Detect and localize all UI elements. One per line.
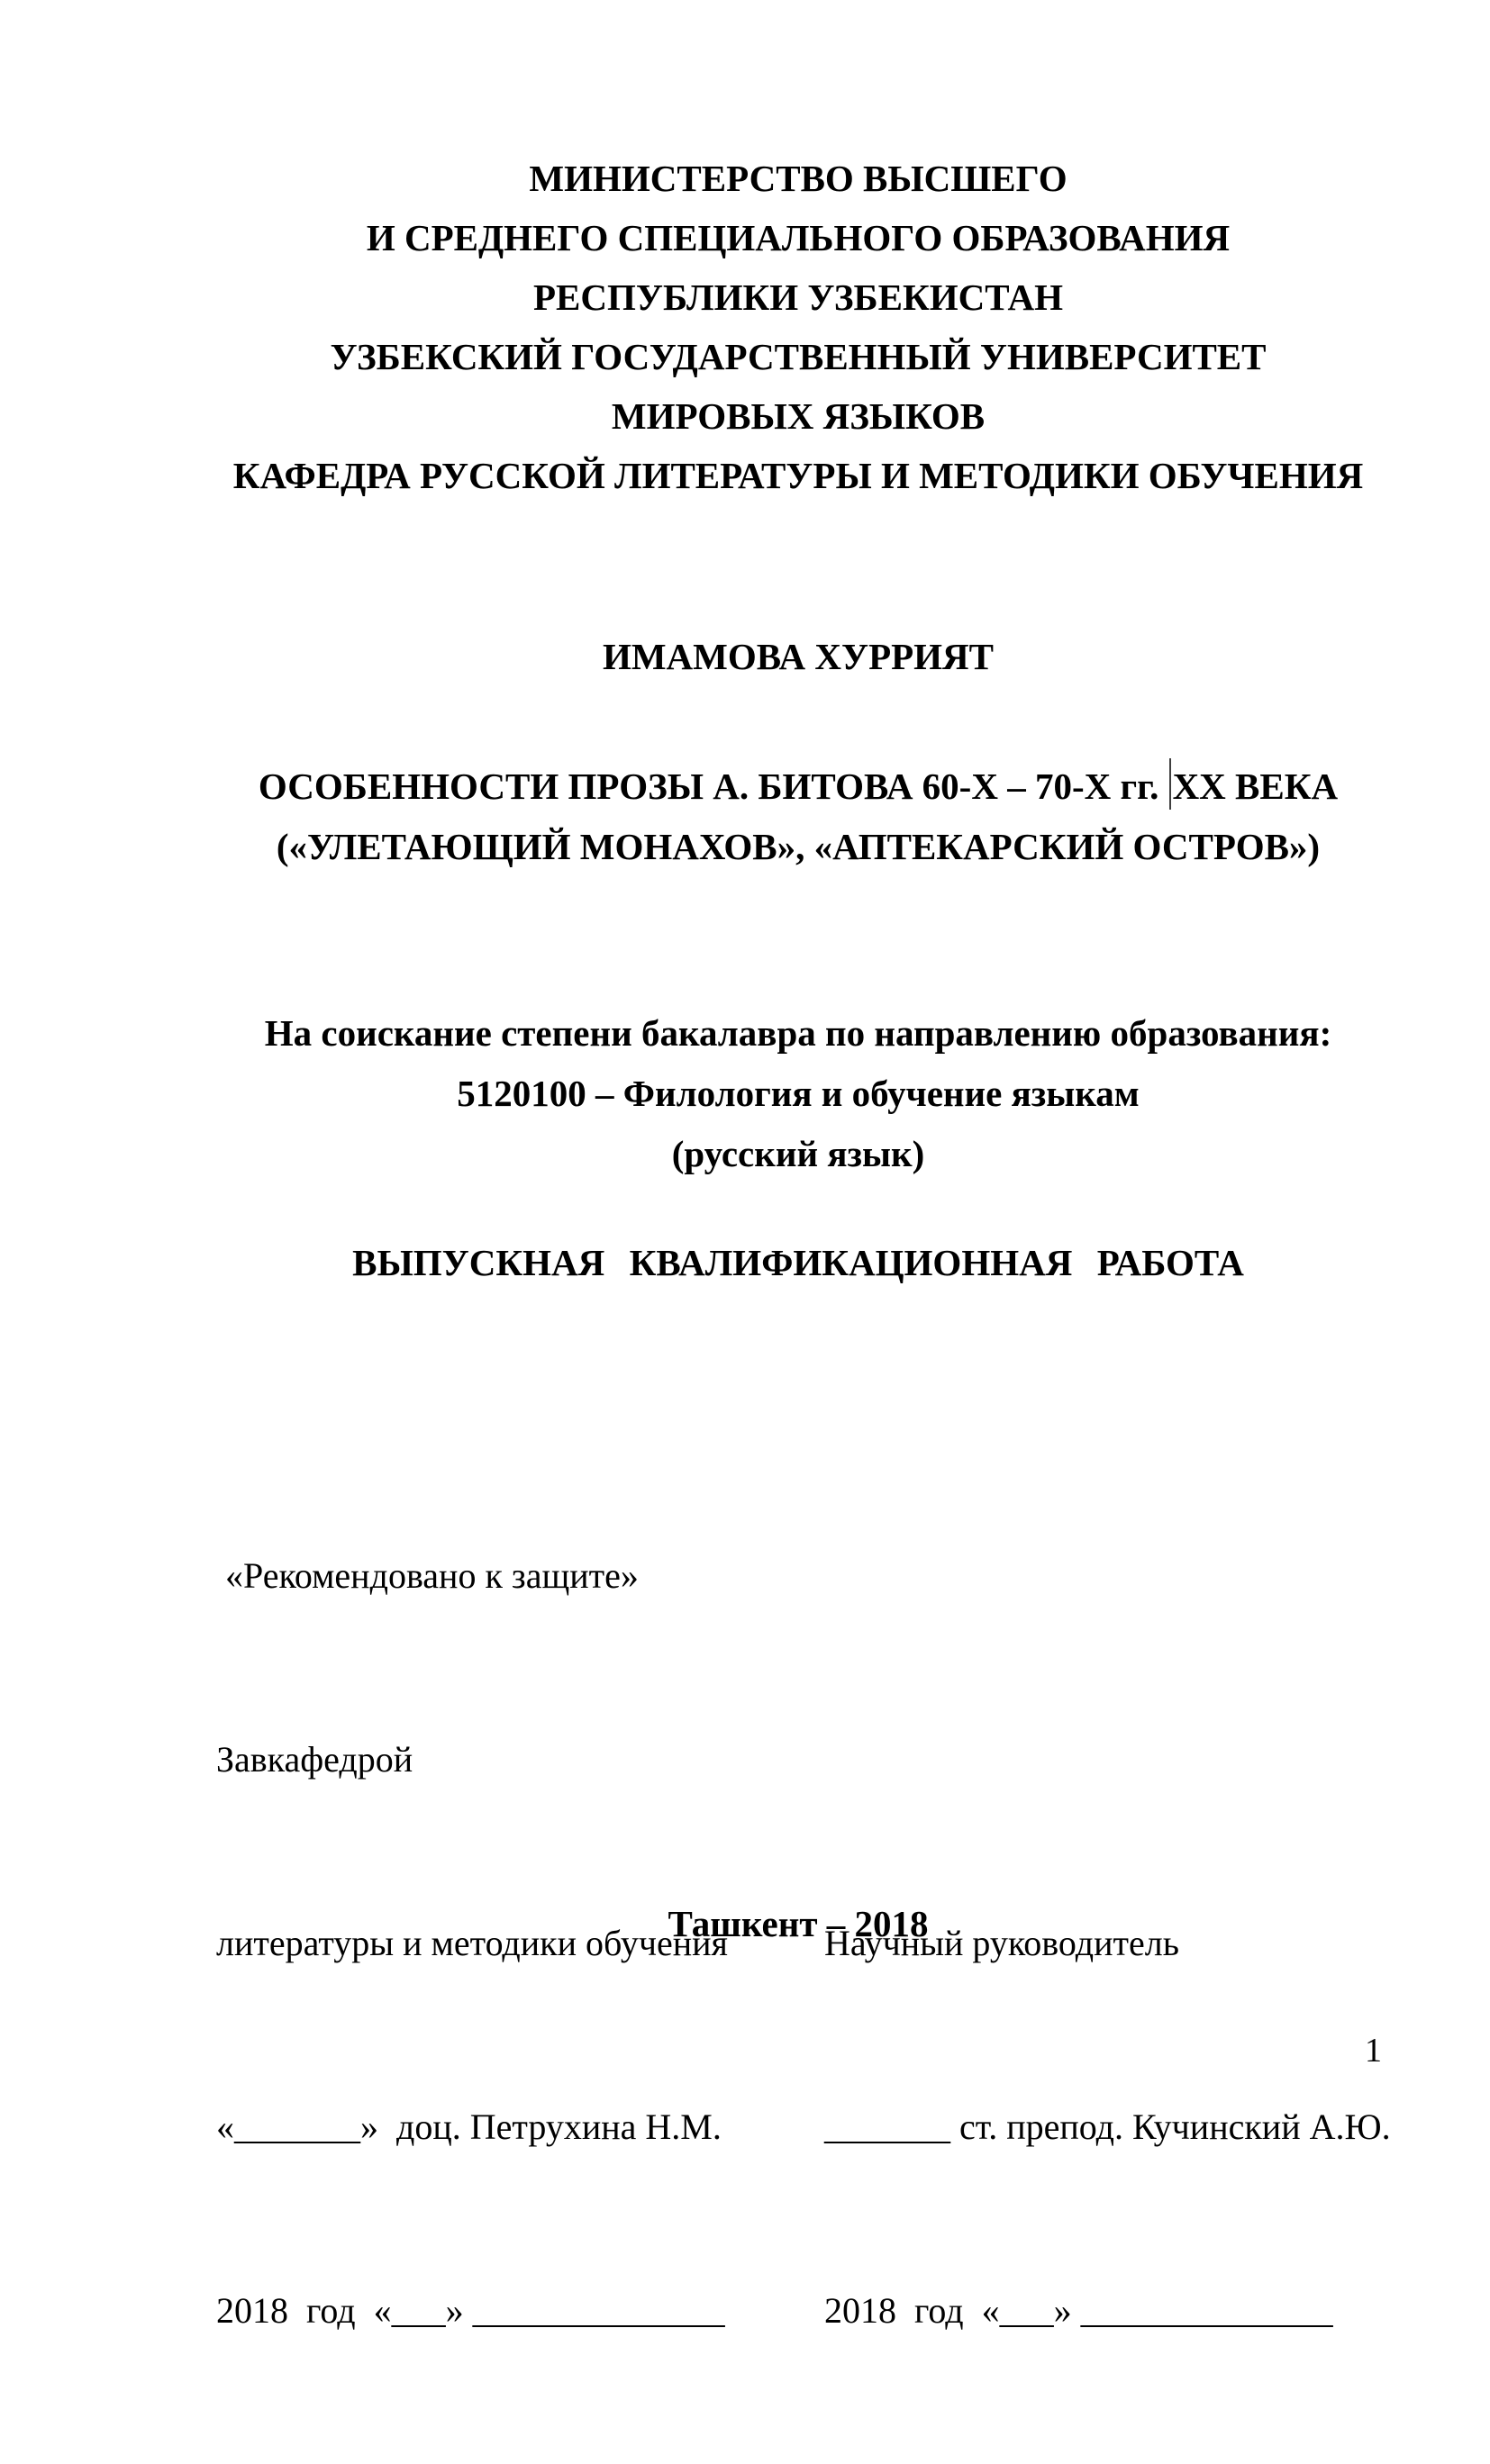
- supervisor-label: Научный руководитель: [824, 1923, 1179, 1963]
- supervisor-date-line: 2018 год «___» ______________: [824, 2290, 1333, 2331]
- signature-row: [216, 2097, 1391, 2158]
- ministry-header-line: РЕСПУБЛИКИ УЗБЕКИСТАН: [532, 276, 1064, 318]
- ministry-header-line: МИНИСТЕРСТВО ВЫСШЕГО: [529, 158, 1068, 199]
- ministry-header: [213, 149, 1384, 505]
- thesis-title-text-after-cursor: ХХ ВЕКА: [1172, 765, 1339, 807]
- department-head-label: Завкафедрой: [216, 1739, 413, 1780]
- ministry-header-line: И СРЕДНЕГО СПЕЦИАЛЬНОГО ОБРАЗОВАНИЯ: [366, 217, 1231, 258]
- degree-statement: На соискание степени бакалавра по направлению образования:: [264, 1012, 1332, 1054]
- thesis-title-line-1: [213, 747, 1384, 817]
- thesis-title: [213, 747, 1384, 877]
- work-type-heading: ВЫПУСКНАЯ КВАЛИФИКАЦИОННАЯ РАБОТА: [352, 1242, 1244, 1283]
- author-name: ИМАМОВА ХУРРИЯТ: [602, 636, 995, 677]
- signature-row: [216, 2280, 1391, 2342]
- department-header-line: КАФЕДРА РУССКОЙ ЛИТЕРАТУРЫ И МЕТОДИКИ ОБУЧЕНИЯ: [232, 455, 1364, 496]
- university-name-line: УЗБЕКСКИЙ ГОСУДАРСТВЕННЫЙ УНИВЕРСИТЕТ: [330, 336, 1267, 377]
- degree-language: (русский язык): [671, 1133, 925, 1174]
- thesis-title-text-before-cursor: ОСОБЕННОСТИ ПРОЗЫ А. БИТОВА 60-Х – 70-Х гг.: [258, 765, 1168, 807]
- head-date-line: 2018 год «___» ______________: [216, 2290, 725, 2331]
- page-number: 1: [1365, 2032, 1382, 2070]
- head-signature-line: «_______» доц. Петрухина Н.М.: [216, 2106, 722, 2147]
- supervisor-signature-line: _______ ст. препод. Кучинский А.Ю.: [824, 2106, 1391, 2147]
- city-year: Ташкент – 2018: [668, 1903, 929, 1944]
- department-name: литературы и методики обучения: [216, 1923, 728, 1963]
- degree-code: 5120100 – Филология и обучение языкам: [457, 1073, 1140, 1114]
- recommended-label: «Рекомендовано к защите»: [216, 1555, 639, 1596]
- degree-program: [213, 1003, 1384, 1184]
- text-cursor: [1169, 758, 1171, 810]
- university-name-line: МИРОВЫХ ЯЗЫКОВ: [611, 395, 986, 437]
- thesis-title-line-2: («УЛЕТАЮЩИЙ МОНАХОВ», «АПТЕКАРСКИЙ ОСТРОВ»): [276, 826, 1321, 867]
